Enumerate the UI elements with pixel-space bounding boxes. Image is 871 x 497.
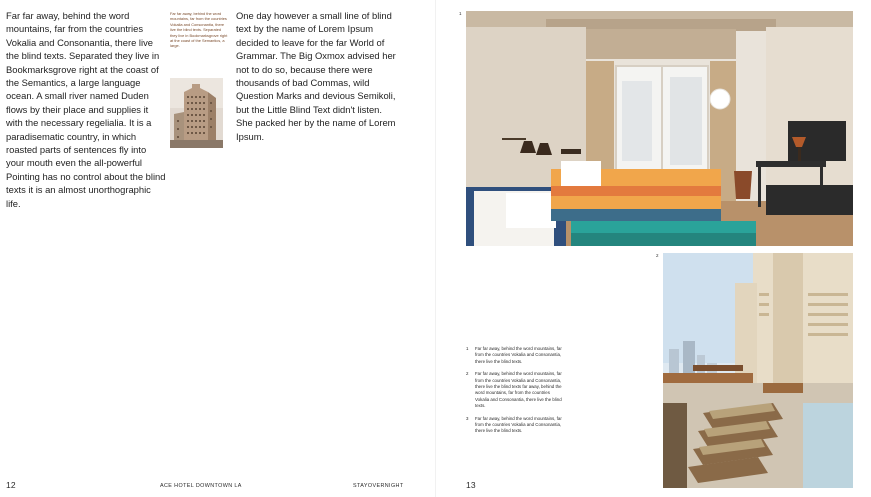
footnote-number: 3: [466, 415, 469, 421]
running-head-right: STAYOVERNIGHT: [353, 483, 404, 489]
footnote-item: [466, 416, 562, 435]
figure-number-1: 1: [459, 11, 462, 16]
page-number-right: 13: [466, 480, 476, 490]
footnote-text: Far far away, behind the word mountains, far from the countries Vokalia and Consonantia, there live the blind texts far away, behind the word mountains, far from the countries Vokalia and Consonantia, there live the blind texts.: [475, 371, 562, 409]
body-text-column-2: One day however a small line of blind text by the name of Lorem Ipsum decided to leave for the far World of Grammar. The Big Oxmox advised her not to do so, because there were thousands of bad Commas, wild Question Marks and devious Semikoli, but the Little Blind Text didn't listen. She packed her by the name of Lorem Ipsum.: [236, 10, 396, 142]
left-page: [0, 0, 435, 497]
footnote-item: [466, 371, 562, 409]
running-head-left: ACE HOTEL DOWNTOWN LA: [160, 483, 242, 489]
sidenote: Far far away, behind the word mountains, far from the countries Vokalia and Consonantia, there live the blind texts. Separated they live in Bookmarksgrove right at the coast of the Semantics, a large.: [170, 11, 228, 49]
footnote-text: Far far away, behind the word mountains, far from the countries Vokalia and Consonantia, there live the blind texts.: [475, 415, 562, 434]
figure-number-2: 2: [656, 253, 659, 258]
footnotes-list: [466, 346, 562, 441]
footnote-number: 2: [466, 371, 469, 377]
page-number-left: 12: [6, 480, 16, 490]
footnote-text: Far far away, behind the word mountains, far from the countries Vokalia and Consonantia, there live the blind texts.: [475, 346, 562, 364]
building-thumbnail-image: [170, 78, 223, 148]
footnote-item: [466, 346, 562, 365]
footnote-number: 1: [466, 346, 469, 351]
hotel-room-photo: [466, 11, 853, 246]
body-text-column-1: Far far away, behind the word mountains, far from the countries Vokalia and Consonantia, there live the blind texts. Separated they live in Bookmarksgrove right at the coast of the Semantics, a large language ocean. A small river named Duden flows by their place and supplies it with the necessary regelialia. It is a paradisematic country, in which roasted parts of sentences fly into your mouth even the all-powerful Pointing has no control about the blind texts it is an almost unorthographic life.: [6, 10, 166, 209]
rooftop-pool-photo: [663, 253, 853, 488]
